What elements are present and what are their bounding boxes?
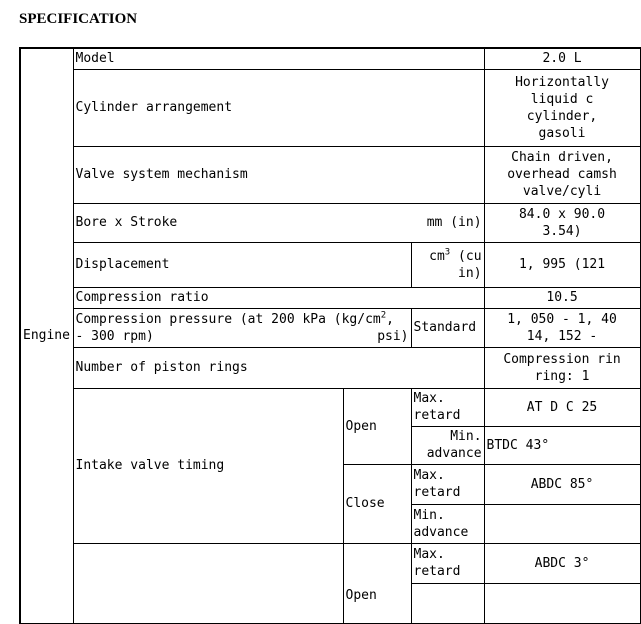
row-unit: mm (in) <box>426 215 482 230</box>
table-row <box>20 287 640 308</box>
timing-sub-label: Min. advance <box>411 426 484 464</box>
section-label: Engine <box>20 48 73 623</box>
row-label: Valve system mechanism <box>73 146 484 203</box>
timing-open-label: Open <box>343 543 411 623</box>
row-unit: $cm^3$ (cu in) <box>411 242 484 287</box>
table-row <box>20 347 640 388</box>
row-label: Bore x Stroke mm (in) <box>73 203 484 242</box>
row-label: Compression ratio <box>73 287 484 308</box>
row-value: ABDC 3° <box>484 543 640 583</box>
row-value: 10.5 <box>484 287 640 308</box>
timing-close-label: Close <box>343 464 411 543</box>
row-value: Chain driven, overhead camsh valve/cyli <box>484 146 640 203</box>
row-value: 1, 995 (121 <box>484 242 640 287</box>
row-value: AT D C 25 <box>484 388 640 426</box>
table-row <box>20 308 640 347</box>
timing-sub-label <box>411 583 484 623</box>
table-row <box>20 69 640 146</box>
row-label: Intake valve timing <box>73 388 343 543</box>
timing-sub-label: Min. advance <box>411 504 484 543</box>
timing-sub-label: Max. retard <box>411 464 484 504</box>
page-title: SPECIFICATION <box>19 11 138 27</box>
row-value: BTDC 43° <box>484 426 640 464</box>
row-value: ABDC 85° <box>484 464 640 504</box>
table-row <box>20 242 640 287</box>
row-value <box>484 504 640 543</box>
row-label: Cylinder arrangement <box>73 69 484 146</box>
row-value: Compression rin ring: 1 <box>484 347 640 388</box>
timing-open-label: Open <box>343 388 411 464</box>
row-value: 84.0 x 90.0 3.54) <box>484 203 640 242</box>
row-value: 1, 050 - 1, 40 14, 152 - <box>484 308 640 347</box>
table-row <box>20 203 640 242</box>
row-sub-label: Standard <box>411 308 484 347</box>
table-row <box>20 146 640 203</box>
timing-sub-label: Max. retard <box>411 388 484 426</box>
table-row <box>20 543 640 583</box>
row-label: Model <box>73 48 484 69</box>
row-value: 2.0 L <box>484 48 640 69</box>
row-label: Compression pressure (at 200 kPa ($kg/cm^2$, - 300 rpm) psi) <box>73 308 411 347</box>
row-label: Displacement <box>73 242 411 287</box>
row-label: Number of piston rings <box>73 347 484 388</box>
timing-sub-label: Max. retard <box>411 543 484 583</box>
row-value: Horizontally liquid c cylinder, gasoli <box>484 69 640 146</box>
row-label <box>73 543 343 623</box>
table-row <box>20 388 640 426</box>
table-row <box>20 48 640 69</box>
specification-table <box>19 47 641 624</box>
row-value <box>484 583 640 623</box>
